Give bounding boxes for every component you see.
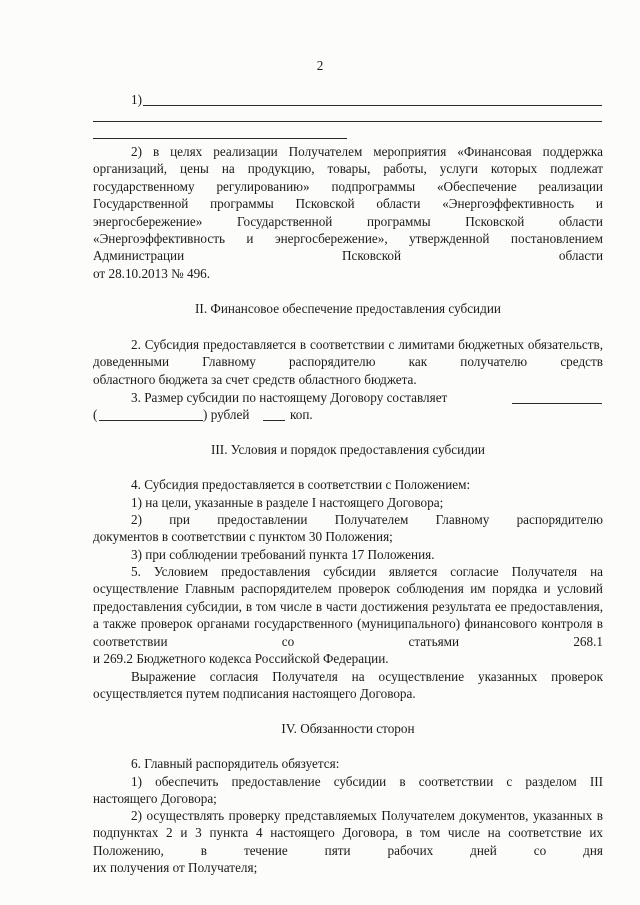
paragraph-5: 5. Условием предоставления субсидии является согласие Получателя на осуществление Главным распорядителем проверок соблюдения им порядка и условий предоставления субсидии, в том числе в части достижения результата ее предоставления, а также проверок органами государственного (муниципального) финансового контроля в соответствии со статьями 268.1: [93, 564, 603, 649]
blank-line-3: [93, 138, 347, 139]
subsidy-words-blank: [99, 420, 203, 421]
paragraph-4-3: 3) при соблюдении требований пункта 17 Положения.: [131, 547, 435, 562]
paragraph-4-1: 1) на цели, указанные в разделе I настоящего Договора;: [131, 495, 444, 510]
section-heading-2: II. Финансовое обеспечение предоставления субсидии: [195, 301, 501, 316]
section-heading-3: III. Условия и порядок предоставления субсидии: [211, 442, 485, 457]
item-1-label: 1): [131, 92, 142, 107]
paragraph-3-kop: коп.: [290, 407, 313, 422]
section-heading-4: IV. Обязанности сторон: [281, 721, 415, 736]
paragraph-purpose-last-line: от 28.10.2013 № 496.: [93, 266, 211, 281]
paragraph-3: 3. Размер субсидии по настоящему Договору составляет: [131, 390, 448, 405]
kopecks-blank: [263, 420, 285, 421]
paragraph-5-last-line: и 269.2 Бюджетного кодекса Российской Федерации.: [93, 651, 389, 666]
paragraph-2-last-line: областного бюджета за счет средств областного бюджета.: [93, 372, 417, 387]
paragraph-6-2: 2) осуществлять проверку представляемых Получателем документов, указанных в подпунктах 2 и 3 пункта 4 настоящего Договора, в том числе на соответствие их Положению, в течение пяти рабочих дней со дня: [93, 808, 603, 858]
paragraph-6: 6. Главный распорядитель обязуется:: [131, 756, 340, 771]
paragraph-5-consent-last-line: осуществляется путем подписания настоящего Договора.: [93, 686, 416, 701]
paragraph-purpose: 2) в целях реализации Получателем мероприятия «Финансовая поддержка организаций, цены на продукцию, товары, работы, услуги которых подлежат государственному регулированию» подпрограммы «Обеспечение реализации Государственной программы Псковской области «Энергоэффективность и энергосбережение» Государственной программы Псковской области «Энергоэффективность и энергосбережение», утвержденной постановлением Администрации Псковской области: [93, 144, 603, 264]
page-number: 2: [316, 58, 324, 73]
subsidy-amount-blank: [512, 403, 602, 404]
item-1-blank-line: [143, 105, 602, 106]
paragraph-3-open-paren: (: [93, 407, 98, 422]
paragraph-3-rubles: ) рублей: [203, 407, 250, 422]
paragraph-6-1: 1) обеспечить предоставление субсидии в соответствии с разделом III: [131, 774, 603, 789]
blank-line-2: [93, 121, 602, 122]
paragraph-5-consent: Выражение согласия Получателя на осуществление указанных проверок: [131, 669, 603, 684]
paragraph-4: 4. Субсидия предоставляется в соответствии с Положением:: [131, 477, 471, 492]
paragraph-6-2-last-line: их получения от Получателя;: [93, 860, 258, 875]
paragraph-2: 2. Субсидия предоставляется в соответствии с лимитами бюджетных обязательств, доведенными Главному распорядителю как получателю средств: [93, 337, 603, 370]
paragraph-6-1-last-line: настоящего Договора;: [93, 791, 217, 806]
paragraph-4-2: 2) при предоставлении Получателем Главному распорядителю: [131, 512, 603, 527]
paragraph-4-2-last-line: документов в соответствии с пунктом 30 Положения;: [93, 529, 393, 544]
